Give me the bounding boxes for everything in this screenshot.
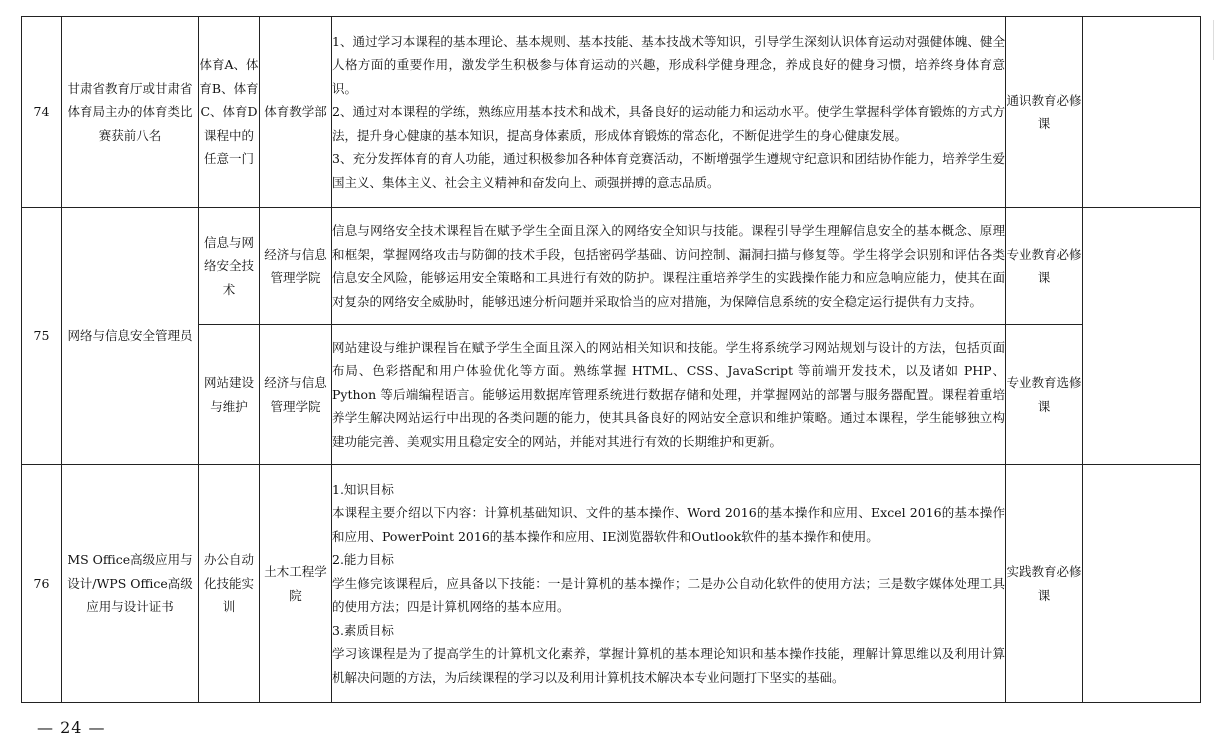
certificate-name: 网络与信息安全管理员 — [62, 208, 199, 465]
objective-paragraph: 学习该课程是为了提高学生的计算机文化素养，掌握计算机的基本理论知识和基本操作技能，理解计算思维以及利用计算机解决问题的方法，为后续课程的学习以及利用计算机技术解决本专业问题打下坚实的基础。 — [332, 646, 1005, 685]
certificate-name: MS Office高级应用与设计/WPS Office高级应用与设计证书 — [62, 465, 199, 703]
department: 经济与信息管理学院 — [260, 208, 332, 325]
course-name: 体育A、体育B、体育C、体育D课程中的任意一门 — [199, 17, 260, 208]
table-row — [22, 17, 1201, 208]
certificate-name: 甘肃省教育厅或甘肃省体育局主办的体育类比赛获前八名 — [62, 17, 199, 208]
objective-paragraph: 2、通过对本课程的学练，熟练应用基本技术和战术，具备良好的运动能力和运动水平。使学生掌握科学体育锻炼的方式方法，提升身心健康的基本知识，提高身体素质，形成体育锻炼的常态化，不断促进学生的身心健康发展。 — [332, 104, 1005, 143]
remarks-cell — [1083, 208, 1201, 465]
row-number: 75 — [22, 208, 62, 465]
course-objectives — [332, 17, 1006, 208]
course-objectives — [332, 465, 1006, 703]
objective-heading: 1.知识目标 — [332, 481, 394, 497]
course-certificate-table — [21, 16, 1201, 703]
table-row — [22, 465, 1201, 703]
course-name: 办公自动化技能实训 — [199, 465, 260, 703]
objective-paragraph: 1、通过学习本课程的基本理论、基本规则、基本技能、基本技战术等知识，引导学生深刻认识体育运动对强健体魄、健全人格方面的重要作用，激发学生积极参与体育运动的兴趣，形成科学健身理念，养成良好的健身习惯，培养终身体育意识。 — [332, 33, 1005, 96]
remarks-cell — [1083, 465, 1201, 703]
course-objectives: 网站建设与维护课程旨在赋予学生全面且深入的网站相关知识和技能。学生将系统学习网站规划与设计的方法，包括页面布局、色彩搭配和用户体验优化等方面。熟练掌握 HTML、CSS、JavaScript 等前端开发技术，以及诸如 PHP、Python 等后端编程语言。能够运用数据库管理系统进行数据存储和处理，并掌握网站的部署与服务器配置。课程着重培养学生解决网站运行中出现的各类问题的能力，使其具备良好的网站安全意识和维护策略。通过本课程，学生能够独立构建功能完善、美观实用且稳定安全的网站，并能对其进行有效的长期维护和更新。 — [332, 325, 1006, 465]
page-number: — 24 — — [37, 718, 106, 737]
remarks-cell — [1083, 17, 1201, 208]
course-objectives: 信息与网络安全技术课程旨在赋予学生全面且深入的网络安全知识与技能。课程引导学生理解信息安全的基本概念、原理和框架，掌握网络攻击与防御的技术手段，包括密码学基础、访问控制、漏洞扫描与修复等。学生将学会识别和评估各类信息安全风险，能够运用安全策略和工具进行有效的防护。课程注重培养学生的实践操作能力和应急响应能力，使其在面对复杂的网络安全威胁时，能够迅速分析问题并采取恰当的应对措施，为保障信息系统的安全稳定运行提供有力支持。 — [332, 208, 1006, 325]
scrollbar-hint[interactable] — [1213, 20, 1218, 60]
objective-paragraph: 学生修完该课程后，应具备以下技能：一是计算机的基本操作；二是办公自动化软件的使用方法；三是数字媒体处理工具的使用方法；四是计算机网络的基本应用。 — [332, 575, 1005, 615]
course-name: 网站建设与维护 — [199, 325, 260, 465]
department: 经济与信息管理学院 — [260, 325, 332, 465]
row-number: 76 — [22, 465, 62, 703]
row-number: 74 — [22, 17, 62, 208]
objective-paragraph: 本课程主要介绍以下内容：计算机基础知识、文件的基本操作、Word 2016的基本操作和应用、Excel 2016的基本操作和应用、PowerPoint 2016的基本操作和应用、IE浏览器软件和Outlook软件的基本操作和使用。 — [332, 505, 1005, 544]
table-row — [22, 325, 1201, 465]
course-name: 信息与网络安全技术 — [199, 208, 260, 325]
objective-heading: 3.素质目标 — [332, 622, 394, 638]
department: 体育教学部 — [260, 17, 332, 208]
course-category: 专业教育必修课 — [1006, 208, 1083, 325]
course-category: 通识教育必修课 — [1006, 17, 1083, 208]
objective-heading: 2.能力目标 — [332, 552, 394, 568]
objective-paragraph: 3、充分发挥体育的育人功能，通过积极参加各种体育竞赛活动，不断增强学生遵规守纪意识和团结协作能力，培养学生爱国主义、集体主义、社会主义精神和奋发向上、顽强拼搏的意志品质。 — [332, 151, 1005, 190]
course-category: 专业教育选修课 — [1006, 325, 1083, 465]
course-category: 实践教育必修课 — [1006, 465, 1083, 703]
table-row — [22, 208, 1201, 325]
department: 土木工程学院 — [260, 465, 332, 703]
